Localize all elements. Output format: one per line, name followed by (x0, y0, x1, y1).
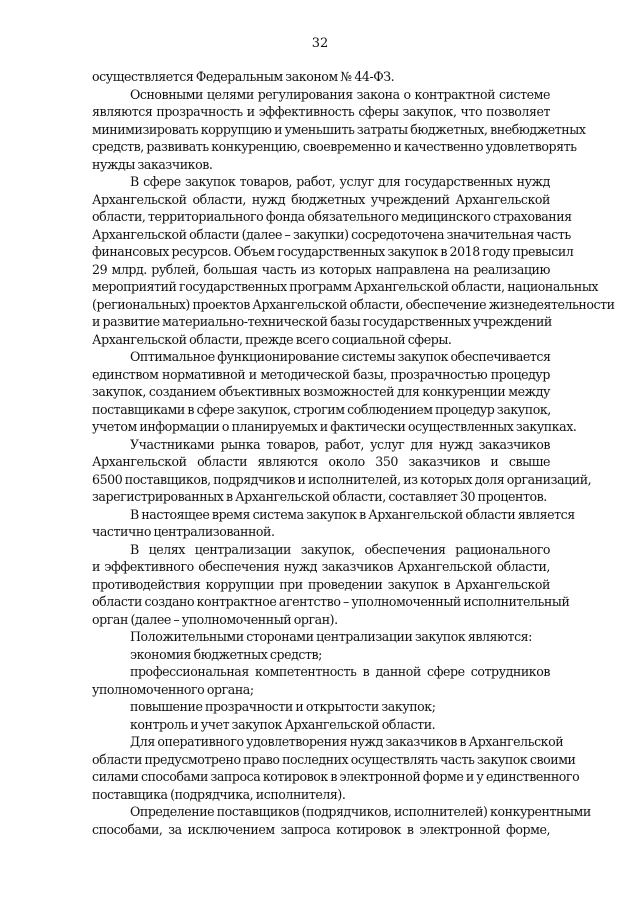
paragraph (92, 628, 550, 646)
text-line: являются прозрачность и эффективность сферы закупок, что позволяет (92, 104, 550, 119)
page-number: 32 (311, 36, 329, 51)
text-line: Определение поставщиков (подрядчиков, исполнителей) конкурентными (130, 804, 591, 819)
paragraph (92, 436, 592, 506)
text-line: закупок, созданием объективных возможностей для конкуренции между (92, 384, 550, 399)
text-line: области создано контрактное агентство – уполномоченный исполнительный (92, 594, 570, 609)
text-line: 29 млрд. рублей, большая часть из которых направлена на реализацию (92, 261, 550, 277)
text-line: уполномоченного органа; (92, 681, 254, 697)
paragraph (92, 803, 591, 838)
document-body (92, 68, 615, 838)
text-line: и эффективного обеспечения нужд заказчиков Архангельской области, (92, 559, 550, 574)
text-line: В целях централизации закупок, обеспечения рационального (130, 541, 550, 557)
text-line: противодействия коррупции при проведении закупок в Архангельской (92, 576, 550, 592)
text-line: (региональных) проектов Архангельской области, обеспечение жизнедеятельности (92, 296, 615, 312)
list-item (92, 716, 550, 734)
text-line: нужды заказчиков. (92, 156, 213, 172)
text-line: Оптимальное функционирование системы закупок обеспечивается (130, 349, 551, 364)
list-item (92, 646, 550, 664)
text-line: орган (далее – уполномоченный орган). (92, 611, 338, 627)
text-line: контроль и учет закупок Архангельской области. (130, 716, 436, 732)
paragraph (92, 506, 575, 541)
text-line: В настоящее время система закупок в Архангельской области является (130, 506, 575, 522)
text-line: средств, развивать конкуренцию, своевременно и качественно удовлетворять (92, 139, 577, 154)
text-line: мероприятий государственных программ Архангельской области, национальных (92, 279, 599, 294)
text-line: единством нормативной и методической базы, прозрачностью процедур (92, 366, 550, 382)
text-line: Участниками рынка товаров, работ, услуг для нужд заказчиков (130, 436, 550, 452)
paragraph (92, 541, 570, 629)
paragraph (92, 733, 580, 803)
paragraph (92, 663, 550, 698)
text-line: поставщика (подрядчика, исполнителя). (92, 786, 346, 802)
text-line: способами, за исключением запроса котировок в электронной форме, (92, 821, 550, 837)
text-line: учетом информации о планируемых и фактически осуществленных закупках. (92, 419, 577, 434)
text-line: финансовых ресурсов. Объем государственных закупок в 2018 году превысил (92, 244, 574, 259)
text-line: области предусмотрено право последних осуществлять часть закупок своими (92, 751, 576, 767)
text-line: поставщиками в сфере закупок, строгим соблюдением процедур закупок, (92, 401, 551, 417)
text-line: Положительными сторонами централизации закупок являются: (130, 629, 532, 644)
paragraph (92, 348, 577, 436)
text-line: области, территориального фонда обязательного медицинского страхования (92, 209, 572, 224)
text-line: повышение прозрачности и открытости закупок; (130, 699, 436, 714)
text-line: экономия бюджетных средств; (130, 646, 322, 662)
text-line: осуществляется Федеральным законом № 44-ФЗ. (92, 69, 395, 84)
text-line: минимизировать коррупцию и уменьшить затраты бюджетных, внебюджетных (92, 121, 586, 137)
text-line: Архангельской области являются около 350 заказчиков и свыше (92, 454, 550, 469)
list-item (92, 698, 550, 716)
paragraph (92, 173, 615, 348)
text-line: Архангельской области, нужд бюджетных учреждений Архангельской (92, 191, 550, 207)
text-line: Основными целями регулирования закона о контрактной системе (130, 86, 550, 102)
text-line: и развитие материально-технической базы государственных учреждений (92, 314, 552, 329)
text-line: Архангельской области, прежде всего социальной сферы. (92, 331, 452, 347)
text-line: В сфере закупок товаров, работ, услуг для государственных нужд (130, 174, 550, 189)
paragraph (92, 68, 550, 86)
text-line: Архангельской области (далее – закупки) сосредоточена значительная часть (92, 226, 571, 242)
text-line: зарегистрированных в Архангельской области, составляет 30 процентов. (92, 489, 547, 504)
text-line: частично централизованной. (92, 524, 275, 539)
text-line: профессиональная компетентность в данной сфере сотрудников (130, 664, 550, 679)
text-line: Для оперативного удовлетворения нужд заказчиков в Архангельской (130, 734, 564, 749)
text-line: 6500 поставщиков, подрядчиков и исполнителей, из которых доля организаций, (92, 471, 592, 487)
paragraph (92, 86, 586, 174)
text-line: силами способами запроса котировок в электронной форме и у единственного (92, 769, 580, 784)
